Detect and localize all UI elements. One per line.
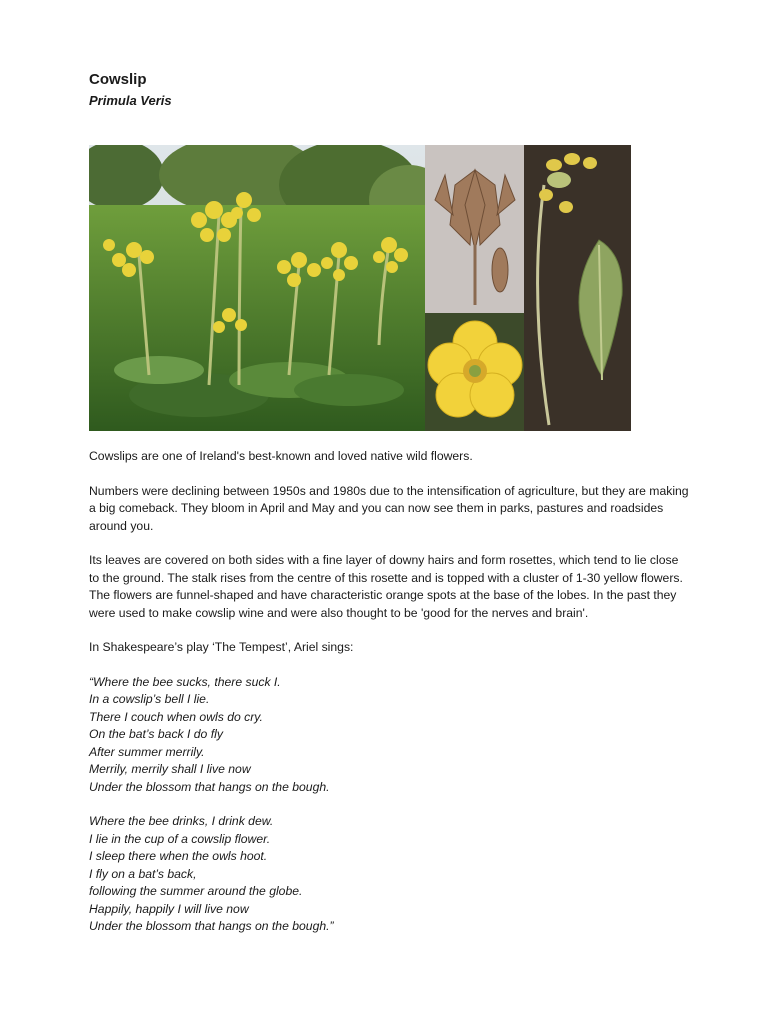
poem-line: I sleep there when the owls hoot. (89, 849, 268, 863)
poem-line: In a cowslip’s bell I lie. (89, 692, 210, 706)
poem-line: Under the blossom that hangs on the bough.” (89, 919, 334, 933)
poem-line: After summer merrily. (89, 744, 205, 759)
specimen-photo (524, 145, 631, 431)
flower-closeup-photo (425, 313, 524, 431)
poem-stanza-1 (89, 674, 689, 797)
page-title: Cowslip (89, 71, 147, 88)
poem-line: I fly on a bat’s back, (89, 866, 197, 881)
paragraph-description: Its leaves are covered on both sides with a fine layer of downy hairs and form rosettes, which tend to lie close to the ground. The stalk rises from the centre of this rosette and is topped with a cluster of 1-30 yellow flowers. The flowers are funnel-shaped and have characteristic orange spots at the base of the lobes. In the past they were used to make cowslip wine and were also thought to be 'good for the nerves and brain'. (89, 553, 683, 620)
paragraph-decline: Numbers were declining between 1950s and 1980s due to the intensification of agriculture, but they are making a big comeback. They bloom in April and May and you can now see them in parks, pastures and roadsides around you. (89, 483, 689, 533)
poem-line: Happily, happily I will live now (89, 901, 249, 916)
poem-line: I lie in the cup of a cowslip flower. (89, 831, 271, 846)
cowslip-field-photo (89, 145, 425, 431)
poem-line: following the summer around the globe. (89, 884, 303, 898)
article-body (89, 448, 689, 953)
photo-collage (89, 145, 631, 431)
poem-line: “Where the bee sucks, there suck I. (89, 674, 281, 689)
paragraph-intro: Cowslips are one of Ireland's best-known and loved native wild flowers. (89, 449, 473, 463)
page-subtitle: Primula Veris (89, 93, 172, 108)
poem-line: Under the blossom that hangs on the bough. (89, 779, 330, 794)
poem-line: Merrily, merrily shall I live now (89, 762, 251, 776)
seed-pod-photo (425, 145, 524, 313)
poem-line: On the bat’s back I do fly (89, 727, 223, 741)
paragraph-shakespeare: In Shakespeare’s play ‘The Tempest’, Ariel sings: (89, 640, 354, 654)
poem-stanza-2 (89, 813, 689, 936)
document-header (89, 70, 689, 110)
poem-line: Where the bee drinks, I drink dew. (89, 814, 274, 828)
poem-line: There I couch when owls do cry. (89, 709, 263, 724)
